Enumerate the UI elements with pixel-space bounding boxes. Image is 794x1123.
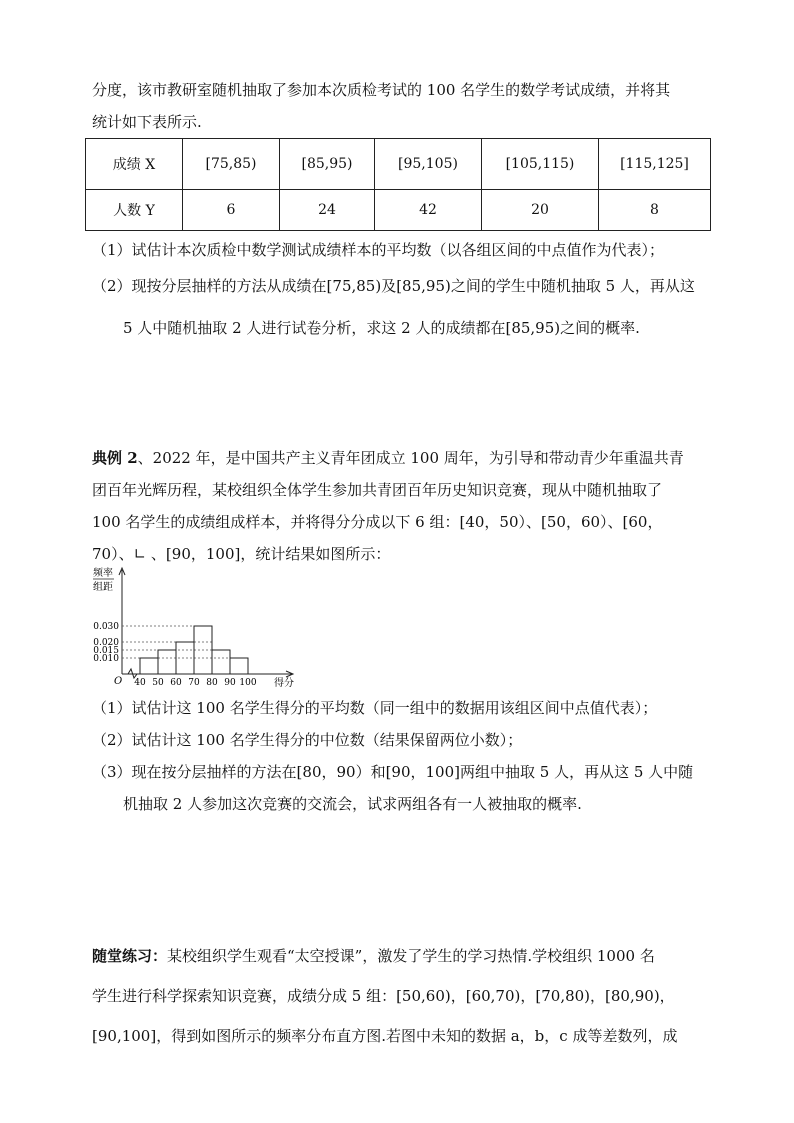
intro-line-1: 分度，该市教研室随机抽取了参加本次质检考试的 100 名学生的数学考试成绩，并将其 xyxy=(92,81,671,99)
practice-line-2: 学生进行科学探索知识竞赛，成绩分成 5 组：[50,60)，[60,70)，[70,80)，[80,90)， xyxy=(92,987,675,1005)
example-2-line-4: 70）、∟ 、[90，100]，统计结果如图所示： xyxy=(92,545,391,563)
example-2-text: 、2022 年，是中国共产主义青年团成立 100 周年，为引导和带动青少年重温共青 xyxy=(137,449,684,467)
histogram-bar xyxy=(230,658,248,674)
x-tick-label: 90 xyxy=(224,678,236,688)
table-cell: 8 xyxy=(599,190,711,231)
y-axis-label-top: 频率 xyxy=(93,568,113,579)
table-cell: 20 xyxy=(482,190,599,231)
score-table xyxy=(85,138,711,231)
intro-line-2: 统计如下表所示. xyxy=(92,113,202,131)
histogram-bar xyxy=(140,658,158,674)
question-1-item-2: （2）现按分层抽样的方法从成绩在[75,85)及[85,95)之间的学生中随机抽取 5 人，再从这 xyxy=(92,277,695,295)
table-row xyxy=(86,139,711,190)
y-tick-label: 0.020 xyxy=(93,638,119,648)
x-tick-label: 50 xyxy=(152,678,164,688)
table-cell: [95,105) xyxy=(375,139,482,190)
x-tick-label: 80 xyxy=(206,678,218,688)
y-tick-label: 0.010 xyxy=(93,654,119,664)
x-tick-label: 60 xyxy=(170,678,182,688)
question-2-item-3-cont: 机抽取 2 人参加这次竞赛的交流会，试求两组各有一人被抽取的概率. xyxy=(123,795,582,813)
table-cell: [85,95) xyxy=(280,139,375,190)
frequency-histogram xyxy=(92,562,302,690)
question-1-item-2-cont: 5 人中随机抽取 2 人进行试卷分析，求这 2 人的成绩都在[85,95)之间的概率. xyxy=(123,319,640,337)
table-row xyxy=(86,190,711,231)
practice-line-3: [90,100]，得到如图所示的频率分布直方图.若图中未知的数据 a，b，c 成等差数列，成 xyxy=(92,1027,678,1045)
y-tick-label: 0.030 xyxy=(93,622,119,632)
origin-label: O xyxy=(114,676,123,687)
practice-label: 随堂练习： xyxy=(92,947,168,965)
example-2-line-2: 团百年光辉历程，某校组织全体学生参加共青团百年历史知识竞赛，现从中随机抽取了 xyxy=(92,481,663,499)
table-cell: 24 xyxy=(280,190,375,231)
example-2-label: 典例 2 xyxy=(92,449,138,467)
y-tick-label: 0.015 xyxy=(93,646,119,656)
question-2-item-3: （3）现在按分层抽样的方法在[80，90）和[90，100]两组中抽取 5 人，再从这 5 人中随 xyxy=(92,763,694,781)
table-cell: [75,85) xyxy=(183,139,280,190)
table-cell: 42 xyxy=(375,190,482,231)
histogram-bar xyxy=(158,650,176,674)
question-2-item-2: （2）试估计这 100 名学生得分的中位数（结果保留两位小数）； xyxy=(92,731,523,749)
table-cell: 6 xyxy=(183,190,280,231)
question-1-item-1: （1）试估计本次质检中数学测试成绩样本的平均数（以各组区间的中点值作为代表）； xyxy=(92,241,665,259)
practice-text: 某校组织学生观看“太空授课”，激发了学生的学习热情.学校组织 1000 名 xyxy=(167,947,655,965)
example-2-line-1 xyxy=(92,448,684,468)
table-cell: [105,115) xyxy=(482,139,599,190)
x-axis-label: 得分 xyxy=(274,678,294,689)
table-cell: [115,125] xyxy=(599,139,711,190)
x-tick-label: 100 xyxy=(239,678,257,688)
example-2-line-3: 100 名学生的成绩组成样本，并将得分分成以下 6 组：[40，50）、[50，60）、[60， xyxy=(92,513,663,531)
table-cell: 成绩 X xyxy=(86,139,183,190)
question-2-item-1: （1）试估计这 100 名学生得分的平均数（同一组中的数据用该组区间中点值代表）； xyxy=(92,699,658,717)
x-tick-label: 70 xyxy=(188,678,200,688)
table-cell: 人数 Y xyxy=(86,190,183,231)
practice-line-1 xyxy=(92,946,655,966)
y-axis-label-bottom: 组距 xyxy=(93,582,113,593)
histogram-bar xyxy=(212,650,230,674)
x-tick-label: 40 xyxy=(134,678,146,688)
